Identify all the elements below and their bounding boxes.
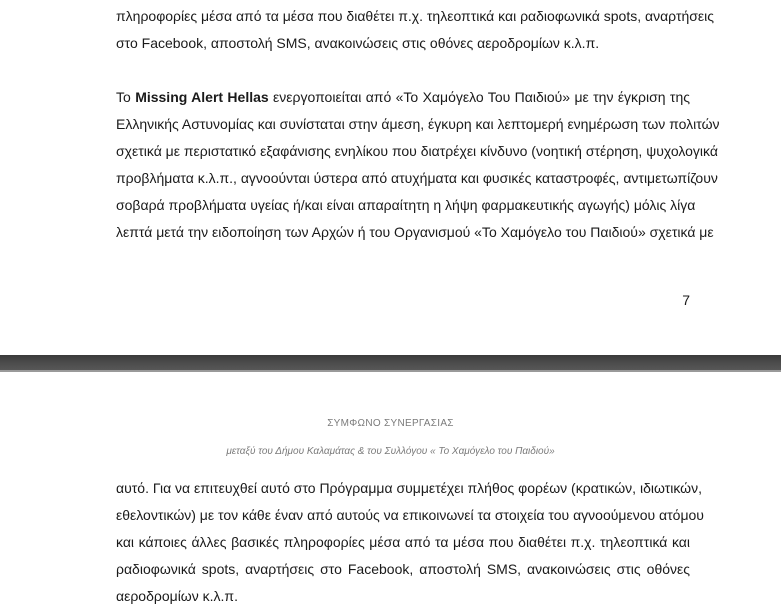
page-header-subtitle: μεταξύ του Δήμου Καλαμάτας & του Συλλόγου « Το Χαμόγελο του Παιδιού» (226, 446, 555, 457)
paragraph-line: αυτό. Για να επιτευχθεί αυτό στο Πρόγραμμα συμμετέχει πλήθος φορέων (κρατικών, ιδιωτικών, (116, 480, 702, 496)
paragraph-line (116, 87, 690, 107)
page-number: 7 (682, 292, 690, 308)
paragraph-line: σχετικά με περιστατικό εξαφάνισης ενηλίκου που διατρέχει κίνδυνο (νοητική στέρηση, ψυχολογικά (116, 143, 718, 159)
paragraph-line: στο Facebook, αποστολή SMS, ανακοινώσεις στις οθόνες αεροδρομίων κ.λ.π. (116, 35, 600, 51)
paragraph-line: πληροφορίες μέσα από τα μέσα που διαθέτει π.χ. τηλεοπτικά και ραδιοφωνικά spots, αναρτήσεις (116, 8, 714, 24)
paragraph-line: ραδιοφωνικά spots, αναρτήσεις στο Facebook, αποστολή SMS, ανακοινώσεις στις οθόνες (116, 561, 690, 577)
paragraph-line: λεπτά μετά την ειδοποίηση των Αρχών ή του Οργανισμού «Το Χαμόγελο του Παιδιού» σχετικά με (116, 224, 714, 240)
paragraph-line: εθελοντικών) με τον κάθε έναν από αυτούς να επικοινωνεί τα στοιχεία του αγνοούμενου ατόμου (116, 507, 704, 523)
text-run: ενεργοποιείται από «Το Χαμόγελο Του Παιδιού» με την έγκριση της (268, 89, 690, 105)
text-run: Το (116, 89, 136, 105)
paragraph-line: προβλήματα κ.λ.π., αγνοούνται ύστερα από ατυχήματα και φυσικές καταστροφές, αντιμετωπίζουν (116, 170, 718, 186)
paragraph-line: σοβαρά προβλήματα υγείας ή/και είναι απαραίτητη η λήψη φαρμακευτικής αγωγής) μόλις λίγα (116, 197, 696, 213)
missing-alert-hellas-bold: Missing Alert Hellas (135, 89, 269, 105)
page-header-title: ΣΥΜΦΩΝΟ ΣΥΝΕΡΓΑΣΙΑΣ (327, 418, 454, 429)
paragraph-line: Ελληνικής Αστυνομίας και συνίσταται στην άμεση, έγκυρη και λεπτομερή ενημέρωση των πολιτών (116, 116, 720, 132)
paragraph-line: και κάποιες άλλες βασικές πληροφορίες μέσα από τα μέσα που διαθέτει π.χ. τηλεοπτικά και (116, 534, 690, 550)
paragraph-line: αεροδρομίων κ.λ.π. (116, 588, 238, 604)
page-separator (0, 355, 781, 372)
